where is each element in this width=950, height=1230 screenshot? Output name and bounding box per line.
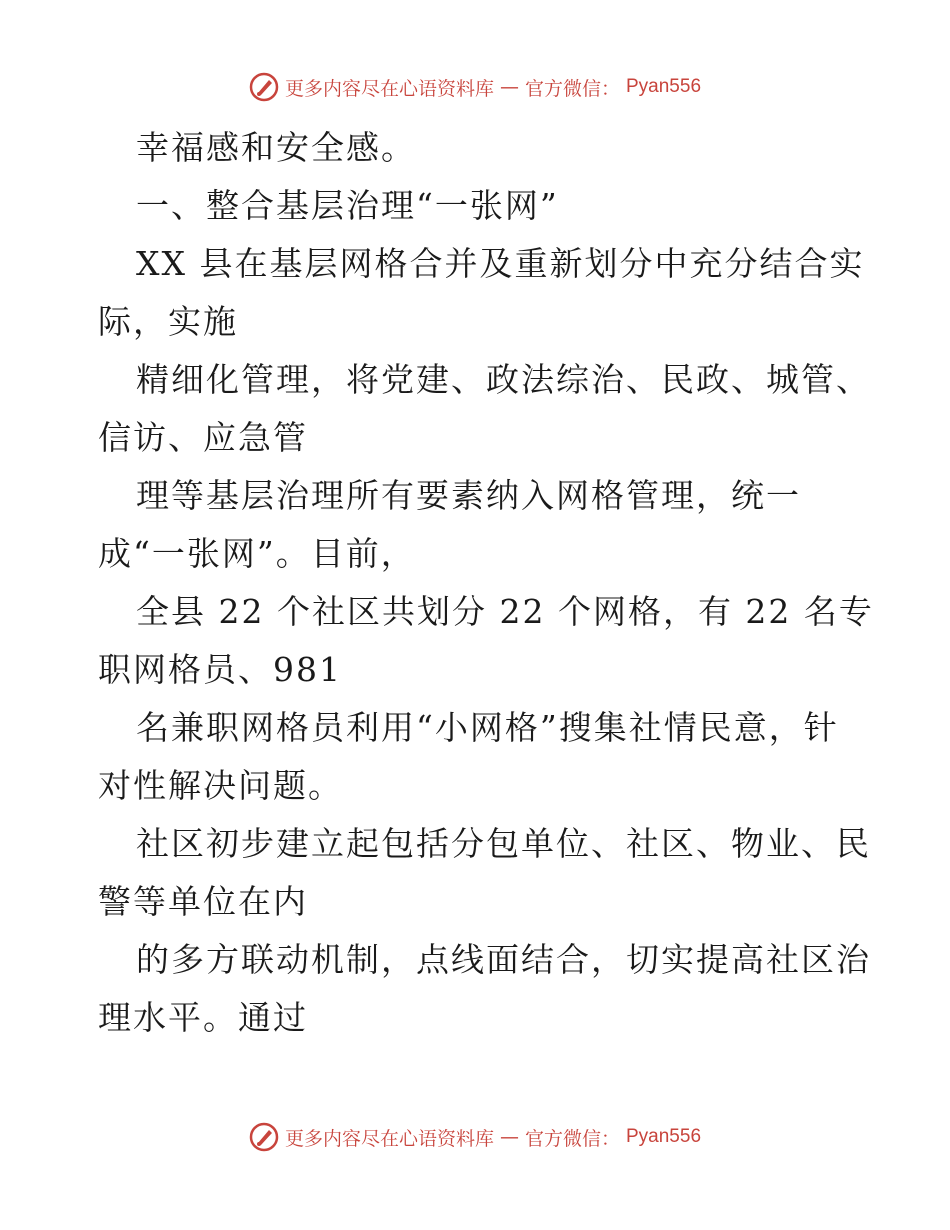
- watermark-text: 更多内容尽在心语资料库: [284, 77, 494, 100]
- text-line: 对性解决问题。: [98, 766, 343, 805]
- text-line: 信访、应急管: [98, 418, 308, 457]
- text-line: 全县 22 个社区共划分 22 个网格，有 22 名专: [136, 592, 874, 631]
- pen-logo-icon: [249, 72, 279, 102]
- watermark-separator: —: [499, 1126, 519, 1148]
- text-line: 精细化管理，将党建、政法综治、民政、城管、: [136, 360, 871, 399]
- section-heading: 一、整合基层治理“一张网”: [136, 186, 559, 225]
- watermark-wechat-id: Pyan556: [626, 76, 702, 97]
- text-line: 社区初步建立起包括分包单位、社区、物业、民: [136, 824, 871, 863]
- watermark-wechat-label: 官方微信：: [524, 1127, 620, 1150]
- header-watermark: [0, 72, 950, 102]
- text-line: 际，实施: [98, 302, 238, 341]
- text-line: 职网格员、981: [98, 650, 342, 689]
- text-line: XX 县在基层网格合并及重新划分中充分结合实: [136, 244, 865, 283]
- watermark-separator: —: [499, 76, 519, 98]
- footer-watermark: [0, 1122, 950, 1152]
- text-line: 幸福感和安全感。: [136, 128, 416, 167]
- watermark-wechat-label: 官方微信：: [524, 77, 620, 100]
- text-line: 理等基层治理所有要素纳入网格管理，统一: [136, 476, 801, 515]
- text-line: 的多方联动机制，点线面结合，切实提高社区治: [136, 940, 871, 979]
- watermark-text: 更多内容尽在心语资料库: [284, 1127, 494, 1150]
- text-line: 理水平。通过: [98, 998, 308, 1037]
- text-line: 名兼职网格员利用“小网格”搜集社情民意，针: [136, 708, 839, 747]
- text-line: 警等单位在内: [98, 882, 308, 921]
- text-line: 成“一张网”。目前，: [98, 534, 416, 573]
- watermark-wechat-id: Pyan556: [626, 1126, 702, 1147]
- pen-logo-icon: [249, 1122, 279, 1152]
